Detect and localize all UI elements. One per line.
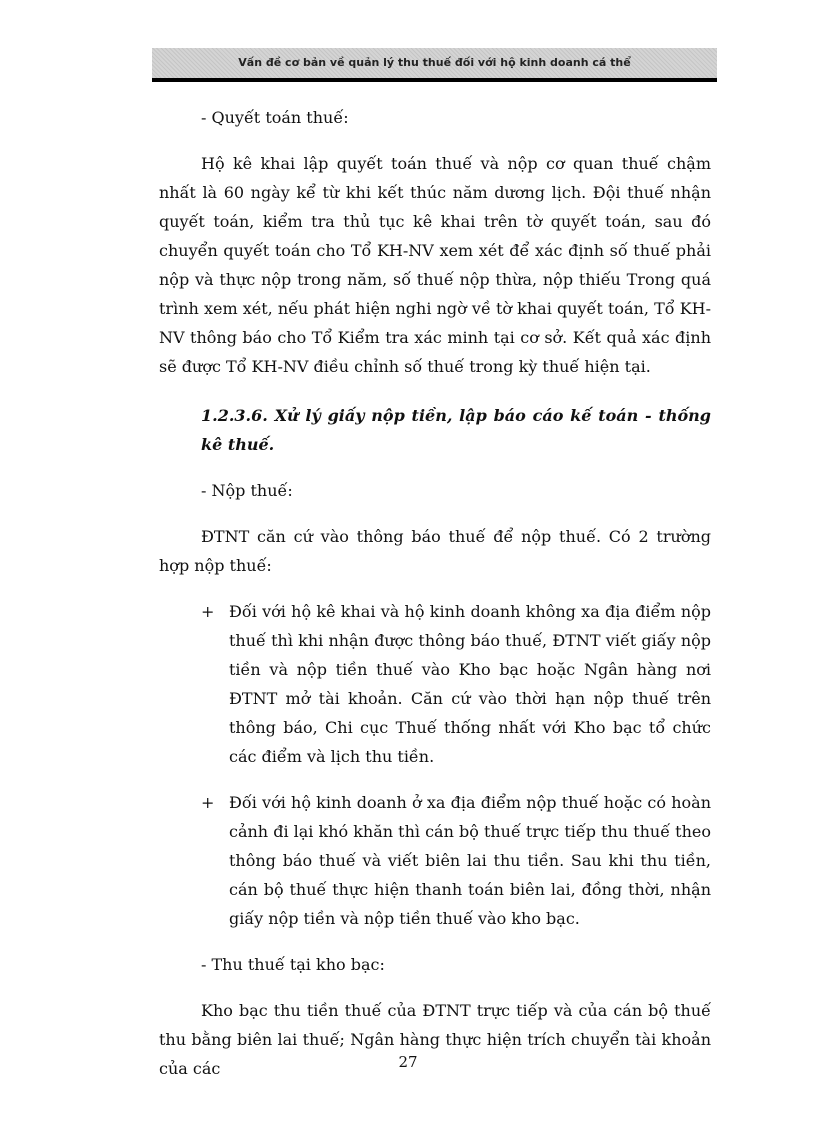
- bullet-mark: +: [201, 602, 215, 621]
- bullet-text: Đối với hộ kê khai và hộ kinh doanh không xa địa điểm nộp thuế thì khi nhận được thông báo thuế, ĐTNT viết giấy nộp tiền và nộp tiền thuế vào Kho bạc hoặc Ngân hàng nơi ĐTNT mở tài khoản. Căn cứ vào thời hạn nộp thuế trên thông báo, Chi cục Thuế thống nhất với Kho bạc tổ chức các điểm và lịch thu tiền.: [229, 602, 711, 766]
- section-heading: 1.2.3.6. Xử lý giấy nộp tiền, lập báo cáo kế toán - thống kê thuế.: [201, 406, 711, 454]
- page-number: 27: [398, 1053, 418, 1071]
- paragraph-nop-thue-label: - Nộp thuế:: [201, 481, 293, 500]
- paragraph-nop-thue: ĐTNT căn cứ vào thông báo thuế để nộp thuế. Có 2 trường hợp nộp thuế:: [159, 527, 711, 575]
- paragraph-quyet-toan-label: - Quyết toán thuế:: [201, 108, 349, 127]
- bullet-mark: +: [201, 793, 215, 812]
- bullet-item: [159, 597, 711, 771]
- running-header-title: Vấn đề cơ bản về quản lý thu thuế đối với hộ kinh doanh cá thể: [238, 56, 631, 69]
- bullet-text: Đối với hộ kinh doanh ở xa địa điểm nộp thuế hoặc có hoàn cảnh đi lại khó khăn thì cán bộ thuế trực tiếp thu thuế theo thông báo thuế và viết biên lai thu tiền. Sau khi thu tiền, cán bộ thuế thực hiện thanh toán biên lai, đồng thời, nhận giấy nộp tiền và nộp tiền thuế vào kho bạc.: [229, 793, 711, 928]
- paragraph-quyet-toan: Hộ kê khai lập quyết toán thuế và nộp cơ quan thuế chậm nhất là 60 ngày kể từ khi kết thúc năm dương lịch. Đội thuế nhận quyết toán, kiểm tra thủ tục kê khai trên tờ quyết toán, sau đó chuyển quyết toán cho Tổ KH-NV xem xét để xác định số thuế phải nộp và thực nộp trong năm, số thuế nộp thừa, nộp thiếu Trong quá trình xem xét, nếu phát hiện nghi ngờ về tờ khai quyết toán, Tổ KH-NV thông báo cho Tổ Kiểm tra xác minh tại cơ sở. Kết quả xác định sẽ được Tổ KH-NV điều chỉnh số thuế trong kỳ thuế hiện tại.: [159, 154, 711, 376]
- bullet-item: [159, 788, 711, 933]
- paragraph-kho-bac-label: - Thu thuế tại kho bạc:: [201, 955, 385, 974]
- paragraph-kho-bac: Kho bạc thu tiền thuế của ĐTNT trực tiếp và của cán bộ thuế thu bằng biên lai thuế; Ngân hàng thực hiện trích chuyển tài khoản của các: [159, 1001, 711, 1078]
- page-body: [159, 103, 711, 1100]
- header-rule: [152, 78, 717, 82]
- running-header: [152, 48, 717, 78]
